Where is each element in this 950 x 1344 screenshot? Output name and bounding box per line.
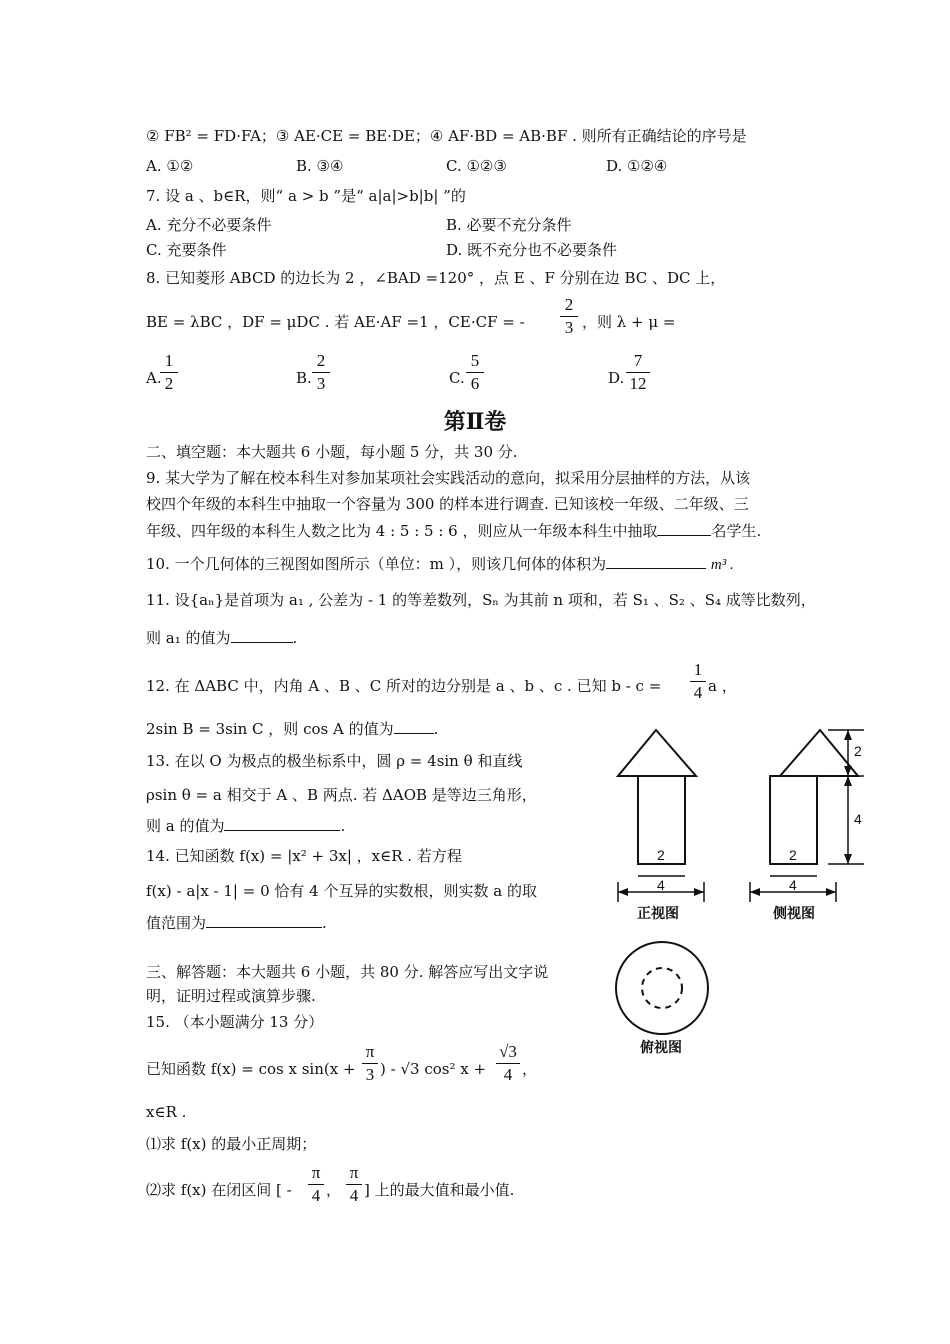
q8-question: ，则 λ + μ = <box>582 313 676 331</box>
dim-body-height: 4 <box>854 811 862 827</box>
q15-part-2-b: ， <box>326 1181 342 1199</box>
part2-header: 二、填空题：本大题共 6 小题，每小题 5 分，共 30 分. <box>146 443 518 461</box>
q8-option-a-frac: 1 2 <box>160 352 178 393</box>
top-view-label: 俯视图 <box>640 1040 682 1056</box>
q9-line-2: 校四个年级的本科生中抽取一个容量为 300 的样本进行调查. 已知该校一年级、二年级、三 <box>146 495 749 513</box>
q11-line-2: 则 a₁ 的值为 . <box>146 629 298 647</box>
q12-fraction: 1 4 <box>690 661 706 702</box>
dim-side-inner: 2 <box>789 847 797 863</box>
q8-conditions: BE = λBC ，DF = μDC . 若 AE·AF =1 ，CE·CF = - <box>146 313 525 331</box>
q15-frac-pi-4-b: π 4 <box>346 1164 362 1205</box>
q10-answer-blank[interactable] <box>606 554 706 569</box>
part3-line-1: 三、解答题：本大题共 6 小题，共 80 分. 解答应写出文字说 <box>146 963 549 981</box>
q6-statement: ② FB² = FD·FA；③ AE·CE = BE·DE；④ AF·BD = AB·BF . 则所有正确结论的序号是 <box>146 127 747 145</box>
q9-line-1: 9. 某大学为了解在校本科生对参加某项社会实践活动的意向，拟采用分层抽样的方法，从该 <box>146 469 751 487</box>
front-view-label: 正视图 <box>637 906 679 922</box>
dim-front-inner: 2 <box>657 847 665 863</box>
q9-answer-blank[interactable] <box>657 521 711 536</box>
q15-domain: x∈R . <box>146 1103 187 1121</box>
q8-option-d-label: D. <box>608 369 625 387</box>
dim-roof-height: 2 <box>854 743 862 759</box>
q7-stem: 7. 设 a 、b∈R，则“ a > b ”是“ a|a|>b|b| ”的 <box>146 187 466 205</box>
q15-function-c: ， <box>522 1060 538 1078</box>
q13-answer-blank[interactable] <box>224 816 340 831</box>
q15-function-a: 已知函数 f(x) = cos x sin(x + <box>146 1060 356 1078</box>
q15-part-2-c: ] 上的最大值和最小值. <box>364 1181 515 1199</box>
side-view-label: 侧视图 <box>773 906 815 922</box>
q10-line: 10. 一个几何体的三视图如图所示（单位：m ），则该几何体的体积为 m³ . <box>146 555 734 573</box>
q15-frac-pi-4-a: π 4 <box>308 1164 324 1205</box>
q13-line-2: ρsin θ = a 相交于 A 、B 两点. 若 ΔAOB 是等边三角形， <box>146 786 537 804</box>
q7-option-b: B. 必要不充分条件 <box>446 216 572 234</box>
front-view-roof <box>618 730 696 776</box>
dim-side-outer: 4 <box>789 877 797 893</box>
q8-option-c-frac: 5 6 <box>466 352 484 393</box>
q7-option-d: D. 既不充分也不必要条件 <box>446 241 618 259</box>
section-title: 第Ⅱ卷 <box>443 409 507 435</box>
q6-option-c: C. ①②③ <box>446 157 507 175</box>
q14-line-3: 值范围为 . <box>146 914 327 932</box>
q12-line-2: 2sin B = 3sin C ，则 cos A 的值为 . <box>146 720 439 738</box>
q14-line-1: 14. 已知函数 f(x) = |x² + 3x| ，x∈R . 若方程 <box>146 847 462 865</box>
q7-option-c: C. 充要条件 <box>146 241 227 259</box>
q15-part-1: ⑴求 f(x) 的最小正周期； <box>146 1135 317 1153</box>
q8-stem: 8. 已知菱形 ABCD 的边长为 2 ，∠BAD =120° ，点 E 、F 分别在边 BC 、DC 上， <box>146 269 726 287</box>
q8-option-b-frac: 2 3 <box>312 352 330 393</box>
q9-line-3: 年级、四年级的本科生人数之比为 4 : 5 : 5 : 6 ，则应从一年级本科生中抽取 名学生. <box>146 522 762 540</box>
q11-line-1: 11. 设{aₙ}是首项为 a₁ , 公差为 - 1 的等差数列，Sₙ 为其前 n 项和，若 S₁ 、S₂ 、S₄ 成等比数列， <box>146 591 816 609</box>
q8-fraction: 2 3 <box>560 296 578 337</box>
q15-frac-sqrt3-4: √3 4 <box>496 1043 520 1084</box>
q7-option-a: A. 充分不必要条件 <box>146 216 272 234</box>
q12-answer-blank[interactable] <box>394 719 434 734</box>
q8-option-b-label: B. <box>296 369 312 387</box>
q6-option-a: A. ①② <box>146 157 194 175</box>
q8-option-a-label: A. <box>146 369 162 387</box>
q14-answer-blank[interactable] <box>206 913 322 928</box>
q8-option-d-frac: 7 12 <box>626 352 650 393</box>
q6-option-d: D. ①②④ <box>606 157 668 175</box>
q12-line-1: 12. 在 ΔABC 中，内角 A 、B 、C 所对的边分别是 a 、b 、c . 已知 b - c = <box>146 677 662 695</box>
dim-front-outer: 4 <box>657 877 665 893</box>
q15-frac-pi-3: π 3 <box>362 1043 378 1084</box>
q13-line-3: 则 a 的值为 . <box>146 817 346 835</box>
q12-line-1-tail: a ， <box>708 677 737 695</box>
q6-option-b: B. ③④ <box>296 157 344 175</box>
q15-part-2-a: ⑵求 f(x) 在闭区间 [ - <box>146 1181 292 1199</box>
q13-line-1: 13. 在以 O 为极点的极坐标系中，圆 ρ = 4sin θ 和直线 <box>146 752 523 770</box>
part3-line-2: 明，证明过程或演算步骤. <box>146 987 316 1005</box>
top-view-inner-circle <box>642 968 682 1008</box>
q14-line-2: f(x) - a|x - 1| = 0 恰有 4 个互异的实数根，则实数 a 的取 <box>146 882 537 900</box>
three-view-figure <box>600 720 880 1070</box>
q11-answer-blank[interactable] <box>231 628 293 643</box>
q8-option-c-label: C. <box>449 369 465 387</box>
q15-function-b: ) - √3 cos² x + <box>380 1060 487 1078</box>
top-view-outer-circle <box>616 942 708 1034</box>
q15-header: 15. （本小题满分 13 分） <box>146 1013 324 1031</box>
